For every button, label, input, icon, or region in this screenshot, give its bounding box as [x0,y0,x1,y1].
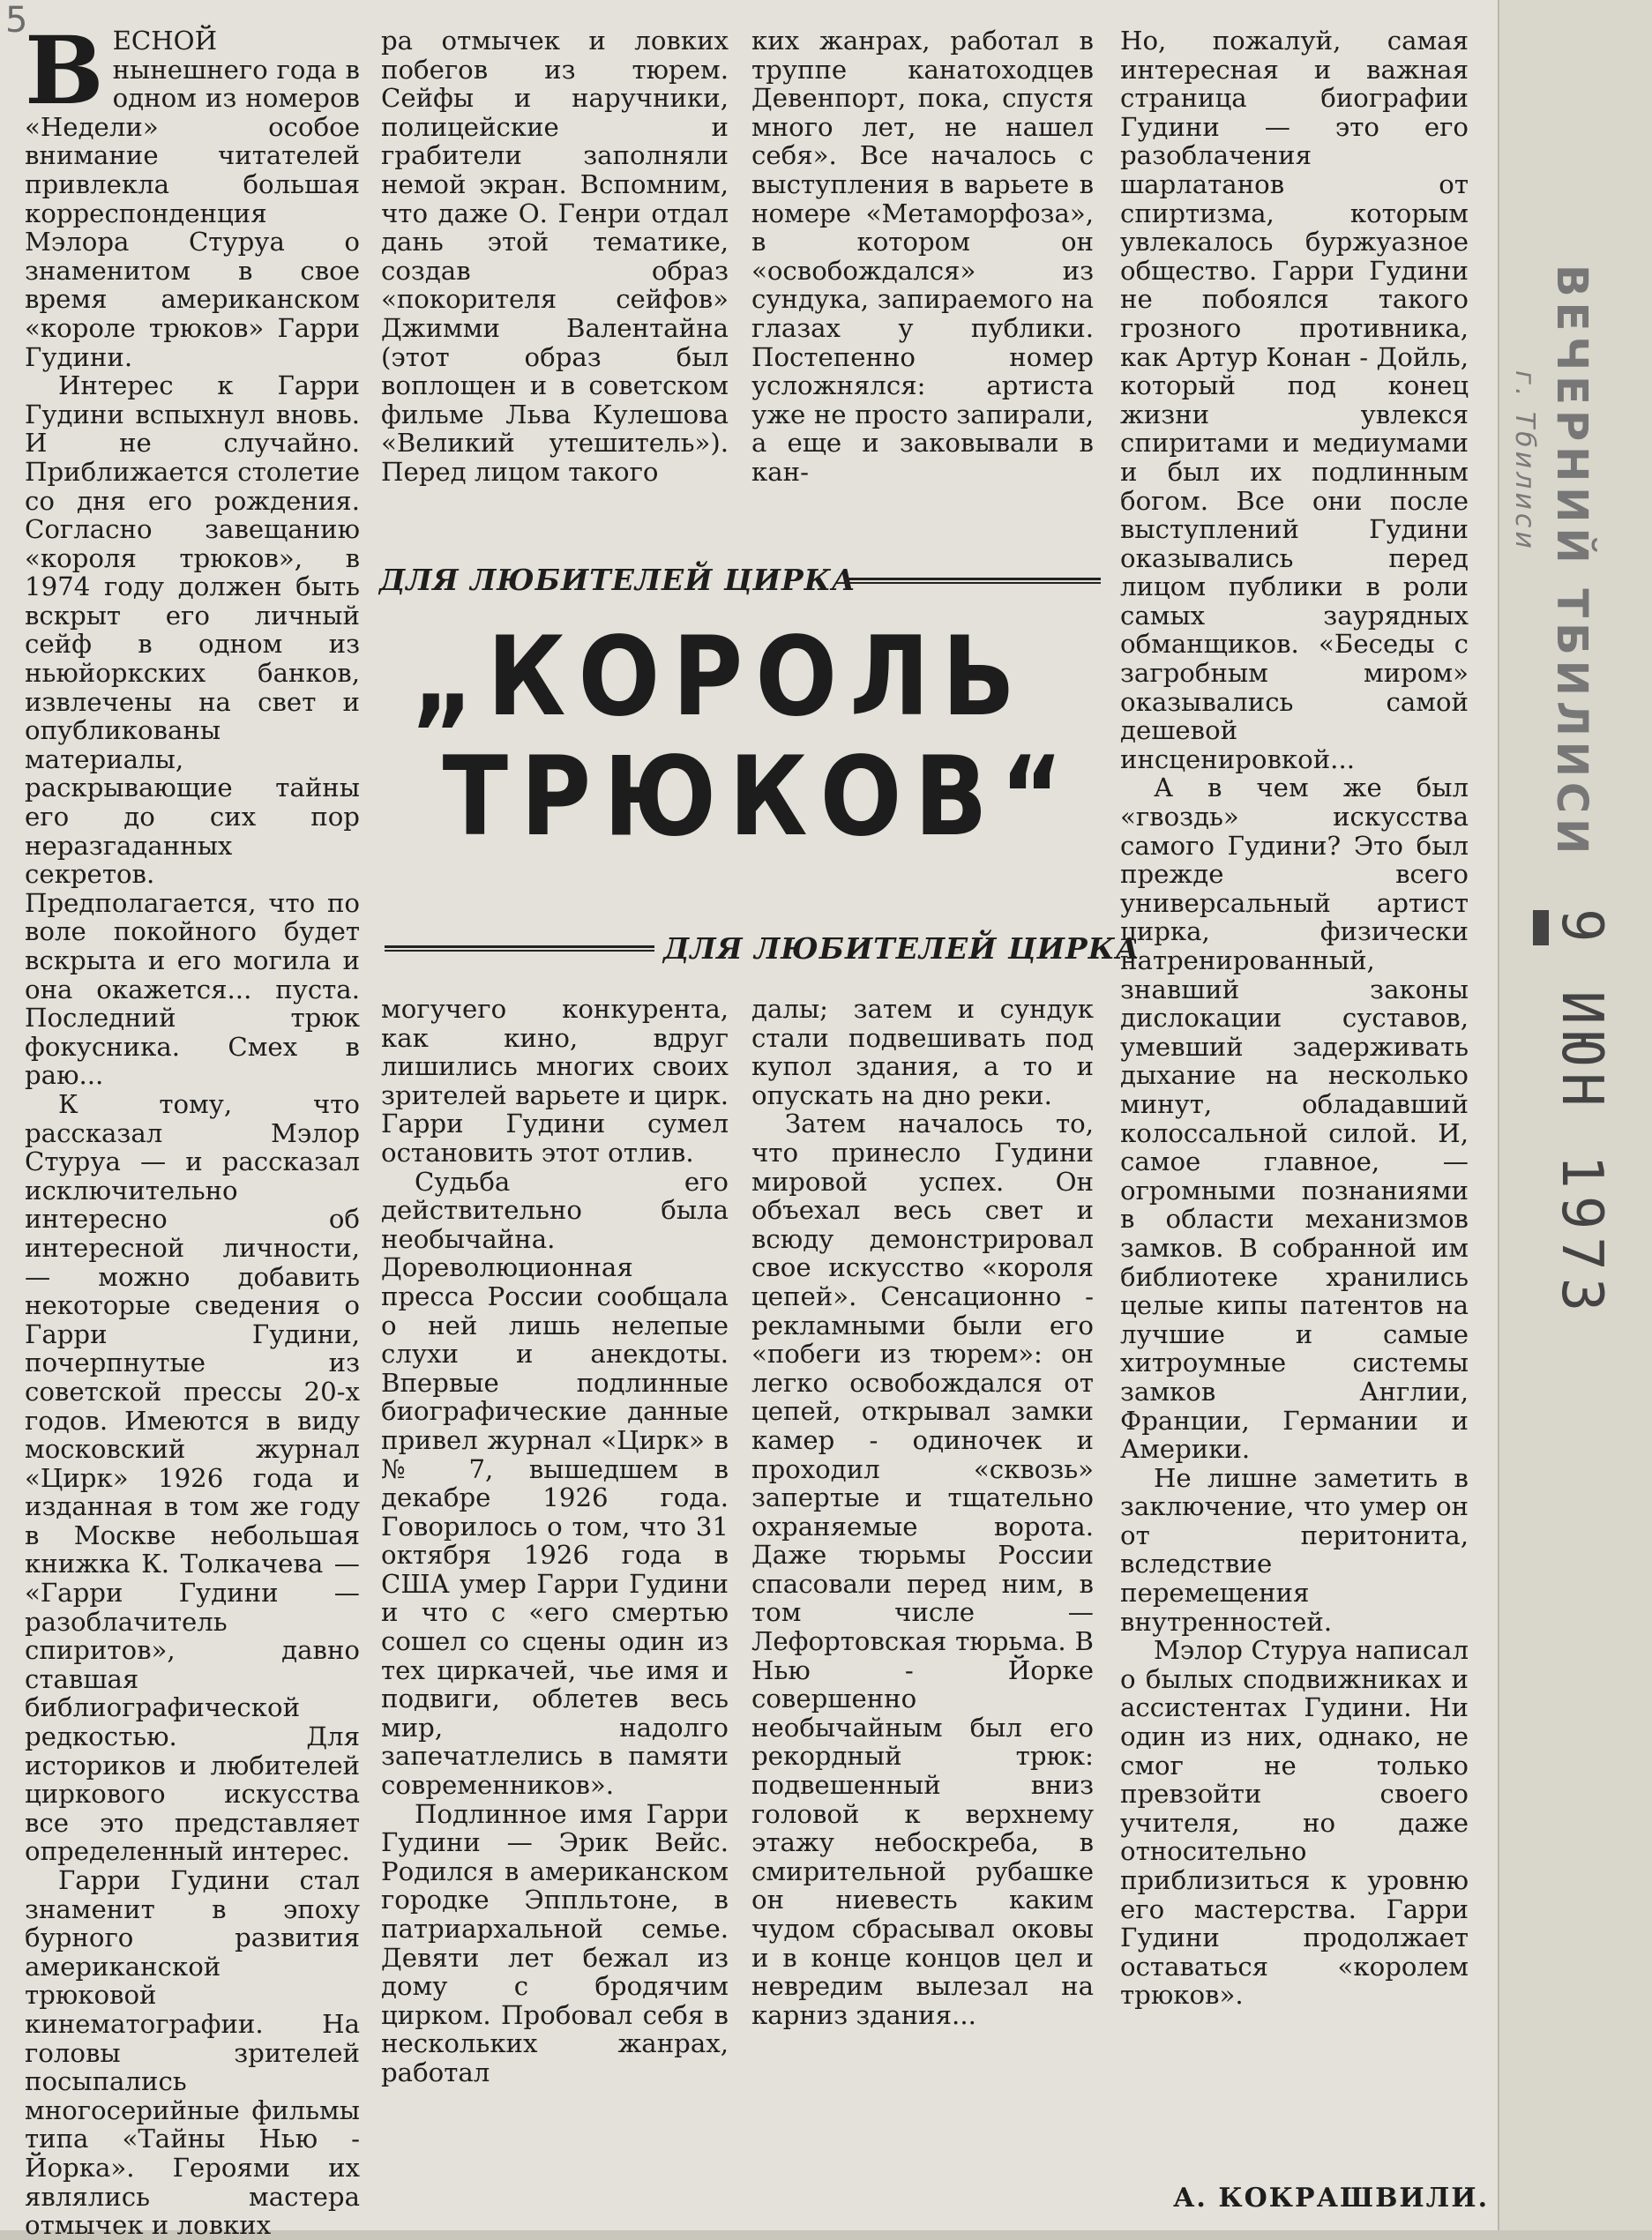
paragraph: ра отмычек и ловких побегов из тюрем. Сейфы и наручники, полицейские и грабители заполняли немой экран. Вспомним, что даже О. Генри отдал дань этой тематике, создав образ «покорителя сейфов» Джимми Валентайна (этот образ был воплощен и в советском фильме Льва Кулешова «Великий утешитель»). Перед лицом такого [381,26,729,487]
headline-line-1: „КОРОЛЬ [411,614,1028,741]
paragraph: К тому, что рассказал Мэлор Стуруа — и рассказал исключительно интересно об интересной личности, — можно добавить некоторые сведения о Гарри Гудини, почерпнутые из советской прессы 20-х годов. Имеются в виду московский журнал «Цирк» 1926 года и изданная в том же году в Москве небольшая книжка К. Толкачева — «Гарри Гудини — разоблачитель спиритов», давно ставшая библиографической редкостью. Для историков и любителей циркового искусства все это представляет определенный интерес. [25,1088,360,1867]
paragraph: Мэлор Стуруа написал о былых сподвижниках и ассистентах Гудини. Ни один из них, однако, не смог не только превзойти своего учителя, но даже относительно приблизиться к уровню его мастерства. Гарри Гудини продолжает оставаться «королем трюков». [1120,1635,1469,2011]
paragraph: ких жанрах, работал в труппе канатоходцев Девенпорт, пока, спустя много лет, не нашел себя». Все началось с выступления в варьете в номере «Метаморфоза», в котором он «освобождался» из сундука, запираемого на глазах у публики. Постепенно номер усложнялся: артиста уже не просто запирали, а еще и заковывали в кан- [751,26,1094,487]
paragraph: Интерес к Гарри Гудини вспыхнул вновь. И не случайно. Приближается столетие со дня его рождения. Согласно завещанию «короля трюков», в 1974 году должен быть вскрыт его личный сейф в одном из ньюйоркских банков, извлечены на свет и опубликованы материалы, раскрывающие тайны его до сих пор неразгаданных секретов. Предполагается, что по воле покойного будет вскрыта и его могила и она окажется... пуста. Последний трюк фокусника. Смех в раю... [25,370,360,1091]
kicker-rule [385,945,654,952]
paragraph: Подлинное имя Гарри Гудини — Эрик Вейс. Родился в американском городке Эппльтоне, в патриархальной семье. Девяти лет бежал из дому с бродячим цирком. Пробовал себя в нескольких жанрах, работал [381,1798,729,2087]
paragraph: Не лишне заметить в заключение, что умер он от перитонита, вследствие перемещения внутренностей. [1120,1462,1469,1637]
pencil-page-mark: 5 [5,0,28,41]
headline-line-2: ТРЮКОВ“ [442,734,1076,861]
section-kicker: ДЛЯ ЛЮБИТЕЛЕЙ ЦИРКА [379,563,856,597]
author-signature: А. КОКРАШВИЛИ. [1173,2183,1490,2214]
date-stamp: 9 ИЮН 1973 [1549,908,1614,1319]
section-kicker: ДЛЯ ЛЮБИТЕЛЕЙ ЦИРКА [663,931,1140,966]
paragraph: А в чем же был «гвоздь» искусства самого Гудини? Это был прежде всего универсальный артист цирка, физически натренированный, знавший законы дислокации суставов, умевший задерживать дыхание на несколько минут, обладавший колоссальной силой. И, самое главное, — огромными познаниями в области механизмов замков. В собранной им библиотеке хранились целые кипы патентов на лучшие и самые хитроумные системы замков Англии, Франции, Германии и Америки. [1120,773,1469,1465]
column-2-bottom [381,995,729,2205]
paragraph: могучего конкурента, как кино, вдруг лишились многих своих зрителей варьете и цирк. Гарри Гудини сумел остановить этот отлив. [381,994,729,1168]
column-3-top [751,26,1094,525]
masthead-paper-name: ВЕЧЕРНИЙ ТБИЛИСИ [1547,265,1596,860]
drop-cap: В [25,15,104,125]
paragraph: ВЕСНОЙ нынешнего года в одном из номеров «Недели» особое внимание читателей привлекла большая корреспонденция Мэлора Стуруа о знаменитом в свое время американском «короле трюков» Гарри Гудини. [25,15,360,372]
paragraph: далы; затем и сундук стали подвешивать под купол здания, а то и опускать на дно реки. [751,994,1094,1110]
column-4 [1120,26,1469,2205]
column-2-top [381,26,729,525]
paragraph: Гарри Гудини стал знаменит в эпоху бурного развития американской трюковой кинематографии. На головы зрителей посыпались многосерийные фильмы типа «Тайны Нью - Йорка». Героями их являлись мастера отмычек и ловких [25,1865,360,2240]
paragraph: Затем началось то, что принесло Гудини мировой успех. Он объехал весь свет и всюду демонстрировал свое искусство «короля цепей». Сенсационно - рекламными были его «побеги из тюрем»: он легко освобождался от цепей, открывал замки камер - одиночек и проходил «сквозь» запертые и тщательно охраняемые ворота. Даже тюрьмы России спасовали перед ним, в том числе — Лефортовская тюрьма. В Нью - Йорке совершенно необычайным был его рекордный трюк: подвешенный вниз головой к верхнему этажу небоскреба, в смирительной рубашке он ниевесть каким чудом сбрасывал оковы и в конце концов цел и невредим вылезал на карниз здания... [751,1109,1094,2030]
masthead-city: г. Тбилиси [1509,370,1540,552]
column-3-bottom [751,995,1094,2205]
kicker-rule [845,578,1101,584]
paragraph: Но, пожалуй, самая интересная и важная страница биографии Гудини — это его разоблачения шарлатанов от спиртизма, которым увлекалось буржуазное общество. Гарри Гудини не побоялся такого грозного противника, как Артур Конан - Дойль, который под конец жизни увлекся спиритами и медиумами и был их подлинным богом. Все они после выступлений Гудини оказывались перед лицом публики в роли самых заурядных обманщиков. «Беседы с загробным миром» оказывались самой дешевой инсценировкой... [1120,26,1469,774]
stamp-mark-icon [1533,910,1549,945]
paragraph: Судьба его действительно была необычайна. Дореволюционная пресса России сообщала о ней лишь нелепые слухи и анекдоты. Впервые подлинные биографические данные привел журнал «Цирк» в № 7, вышедшем в декабре 1926 года. Говорилось о том, что 31 октября 1926 года в США умер Гарри Гудини и что с «его смертью сошел со сцены один из тех циркачей, чье имя и подвиги, облетев весь мир, надолго запечатлелись в памяти современников». [381,1166,729,1801]
column-1 [25,15,360,2240]
article-headline [388,614,1076,861]
